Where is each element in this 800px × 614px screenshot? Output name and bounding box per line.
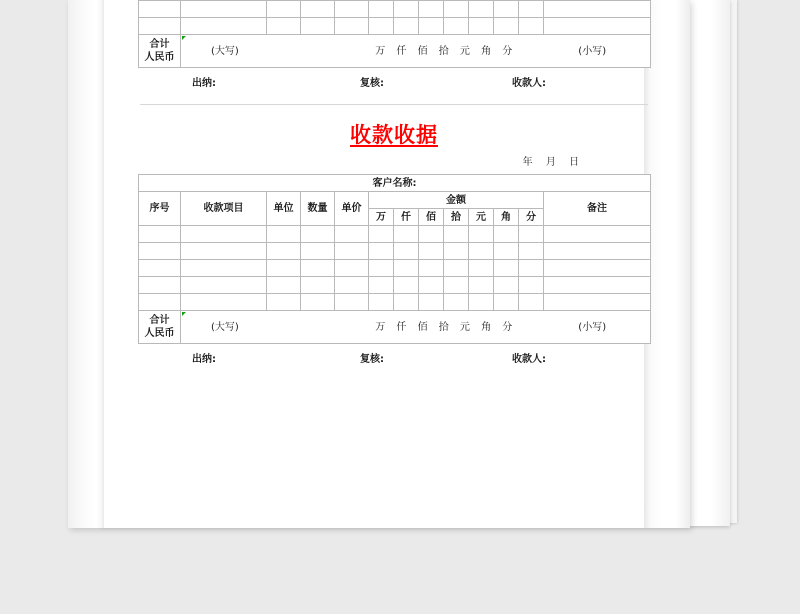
table-cell[interactable] bbox=[139, 277, 181, 294]
table-row bbox=[139, 1, 651, 18]
table-cell[interactable] bbox=[394, 260, 419, 277]
signature-cashier[interactable]: 出纳: bbox=[192, 78, 216, 89]
header-index: 序号 bbox=[139, 192, 181, 226]
table-cell[interactable] bbox=[394, 226, 419, 243]
table-cell[interactable] bbox=[267, 260, 301, 277]
document-page bbox=[68, 0, 690, 528]
table-cell[interactable] bbox=[139, 243, 181, 260]
table-cell[interactable] bbox=[267, 243, 301, 260]
table-cell[interactable] bbox=[419, 277, 444, 294]
capital-amount-mark: (大写) bbox=[211, 321, 239, 333]
table-cell[interactable] bbox=[444, 18, 469, 35]
table-cell[interactable] bbox=[301, 226, 335, 243]
lowercase-amount-mark: (小写) bbox=[578, 45, 607, 57]
table-cell[interactable] bbox=[519, 1, 544, 18]
header-remark: 备注 bbox=[544, 192, 651, 226]
total-label-line1: 合计 bbox=[149, 39, 170, 50]
table-cell[interactable] bbox=[139, 294, 181, 311]
total-label-line2: 人民币 bbox=[144, 52, 175, 63]
table-cell[interactable] bbox=[544, 18, 651, 35]
total-row bbox=[139, 35, 651, 68]
table-cell[interactable] bbox=[369, 260, 394, 277]
capital-amount-mark: (大写) bbox=[211, 45, 239, 57]
table-cell[interactable] bbox=[301, 277, 335, 294]
table-row bbox=[139, 226, 651, 243]
table-cell[interactable] bbox=[394, 1, 419, 18]
table-cell[interactable] bbox=[267, 18, 301, 35]
signature-row-top bbox=[138, 68, 650, 89]
table-cell[interactable] bbox=[139, 260, 181, 277]
table-cell[interactable] bbox=[369, 18, 394, 35]
customer-row bbox=[139, 175, 651, 192]
unit-qian: 仟 bbox=[394, 209, 419, 226]
table-cell[interactable] bbox=[181, 294, 267, 311]
table-cell[interactable] bbox=[469, 294, 494, 311]
table-body-top bbox=[139, 0, 651, 35]
header-quantity: 数量 bbox=[301, 192, 335, 226]
table-row bbox=[139, 277, 651, 294]
table-cell[interactable] bbox=[301, 260, 335, 277]
table-cell[interactable] bbox=[419, 294, 444, 311]
table-cell[interactable] bbox=[181, 1, 267, 18]
table-row bbox=[139, 294, 651, 311]
table-cell[interactable] bbox=[494, 260, 519, 277]
table-cell[interactable] bbox=[181, 18, 267, 35]
signature-payee[interactable]: 收款人: bbox=[512, 354, 546, 365]
table-cell[interactable] bbox=[444, 1, 469, 18]
table-cell[interactable] bbox=[419, 1, 444, 18]
table-cell[interactable] bbox=[394, 243, 419, 260]
table-cell[interactable] bbox=[267, 1, 301, 18]
table-cell[interactable] bbox=[444, 243, 469, 260]
table-cell[interactable] bbox=[335, 277, 369, 294]
total-label-cell bbox=[139, 311, 181, 344]
header-amount: 金额 bbox=[369, 192, 544, 209]
table-cell[interactable] bbox=[301, 18, 335, 35]
table-cell[interactable] bbox=[519, 18, 544, 35]
header-unit: 单位 bbox=[267, 192, 301, 226]
table-cell[interactable] bbox=[494, 277, 519, 294]
table-cell[interactable] bbox=[544, 260, 651, 277]
table-cell[interactable] bbox=[444, 260, 469, 277]
table-cell[interactable] bbox=[181, 277, 267, 294]
table-cell[interactable] bbox=[181, 226, 267, 243]
table-cell[interactable] bbox=[267, 277, 301, 294]
table-cell[interactable] bbox=[394, 294, 419, 311]
table-cell[interactable] bbox=[494, 294, 519, 311]
table-cell[interactable] bbox=[301, 294, 335, 311]
table-row bbox=[139, 260, 651, 277]
table-cell[interactable] bbox=[469, 277, 494, 294]
signature-row bbox=[138, 344, 650, 365]
total-label-cell bbox=[139, 35, 181, 68]
unit-yuan: 元 bbox=[469, 209, 494, 226]
table-cell[interactable] bbox=[335, 294, 369, 311]
receipt-divider bbox=[140, 104, 648, 105]
table-cell[interactable] bbox=[519, 243, 544, 260]
table-cell[interactable] bbox=[444, 226, 469, 243]
table-cell[interactable] bbox=[444, 277, 469, 294]
table-cell[interactable] bbox=[494, 226, 519, 243]
table-cell[interactable] bbox=[469, 260, 494, 277]
header-row-main bbox=[139, 192, 651, 209]
table-cell[interactable] bbox=[369, 294, 394, 311]
table-cell[interactable] bbox=[469, 1, 494, 18]
unit-jiao: 角 bbox=[494, 209, 519, 226]
table-cell[interactable] bbox=[544, 1, 651, 18]
unit-bai: 佰 bbox=[419, 209, 444, 226]
receipt-bottom bbox=[138, 120, 650, 365]
table-cell[interactable] bbox=[267, 294, 301, 311]
table-cell[interactable] bbox=[444, 294, 469, 311]
table-cell[interactable] bbox=[544, 243, 651, 260]
receipt-table bbox=[138, 174, 651, 344]
signature-payee[interactable]: 收款人: bbox=[512, 78, 546, 89]
table-cell[interactable] bbox=[544, 277, 651, 294]
table-cell[interactable] bbox=[494, 243, 519, 260]
table-cell[interactable] bbox=[369, 1, 394, 18]
total-row bbox=[139, 311, 651, 344]
table-cell[interactable] bbox=[139, 18, 181, 35]
table-cell[interactable] bbox=[544, 294, 651, 311]
header-price: 单价 bbox=[335, 192, 369, 226]
comment-flag-icon bbox=[182, 312, 186, 316]
table-cell[interactable] bbox=[419, 18, 444, 35]
total-amount-cell[interactable] bbox=[181, 35, 651, 68]
table-cell[interactable] bbox=[139, 1, 181, 18]
table-row bbox=[139, 18, 651, 35]
top-receipt-clip bbox=[68, 0, 690, 96]
unit-wan: 万 bbox=[369, 209, 394, 226]
signature-reviewer[interactable]: 复核: bbox=[360, 78, 384, 89]
table-cell[interactable] bbox=[335, 18, 369, 35]
table-cell[interactable] bbox=[335, 260, 369, 277]
table-cell[interactable] bbox=[301, 1, 335, 18]
table-cell[interactable] bbox=[419, 226, 444, 243]
table-cell[interactable] bbox=[301, 243, 335, 260]
table-cell[interactable] bbox=[469, 18, 494, 35]
table-cell[interactable] bbox=[369, 277, 394, 294]
total-units-text: 万 仟 佰 拾 元 角 分 bbox=[375, 321, 517, 333]
table-cell[interactable] bbox=[519, 277, 544, 294]
table-cell[interactable] bbox=[469, 243, 494, 260]
page-title: 收款收据 bbox=[350, 123, 438, 147]
receipt-table-top bbox=[138, 0, 651, 68]
table-cell[interactable] bbox=[335, 243, 369, 260]
receipt-top bbox=[138, 0, 650, 89]
table-body bbox=[139, 226, 651, 311]
total-units-text: 万 仟 佰 拾 元 角 分 bbox=[375, 45, 517, 57]
table-cell[interactable] bbox=[369, 243, 394, 260]
table-cell[interactable] bbox=[267, 226, 301, 243]
date-line: 年 月 日 bbox=[522, 157, 584, 168]
table-cell[interactable] bbox=[181, 260, 267, 277]
table-cell[interactable] bbox=[394, 18, 419, 35]
table-cell[interactable] bbox=[335, 226, 369, 243]
table-cell[interactable] bbox=[419, 260, 444, 277]
signature-reviewer[interactable]: 复核: bbox=[360, 354, 384, 365]
unit-shi: 拾 bbox=[444, 209, 469, 226]
table-cell[interactable] bbox=[394, 277, 419, 294]
total-label-line1: 合计 bbox=[149, 315, 170, 326]
table-cell[interactable] bbox=[519, 294, 544, 311]
unit-fen: 分 bbox=[519, 209, 544, 226]
table-cell[interactable] bbox=[494, 1, 519, 18]
table-cell[interactable] bbox=[494, 18, 519, 35]
table-cell[interactable] bbox=[335, 1, 369, 18]
table-cell[interactable] bbox=[544, 226, 651, 243]
table-cell[interactable] bbox=[469, 226, 494, 243]
customer-name-cell[interactable]: 客户名称: bbox=[139, 175, 651, 192]
signature-cashier[interactable]: 出纳: bbox=[192, 354, 216, 365]
table-cell[interactable] bbox=[139, 226, 181, 243]
lowercase-amount-mark: (小写) bbox=[578, 321, 607, 333]
table-cell[interactable] bbox=[519, 226, 544, 243]
table-cell[interactable] bbox=[369, 226, 394, 243]
total-label-line2: 人民币 bbox=[144, 328, 175, 339]
table-cell[interactable] bbox=[419, 243, 444, 260]
comment-flag-icon bbox=[182, 36, 186, 40]
header-item: 收款项目 bbox=[181, 192, 267, 226]
table-cell[interactable] bbox=[519, 260, 544, 277]
table-row bbox=[139, 243, 651, 260]
total-amount-cell[interactable] bbox=[181, 311, 651, 344]
table-cell[interactable] bbox=[181, 243, 267, 260]
